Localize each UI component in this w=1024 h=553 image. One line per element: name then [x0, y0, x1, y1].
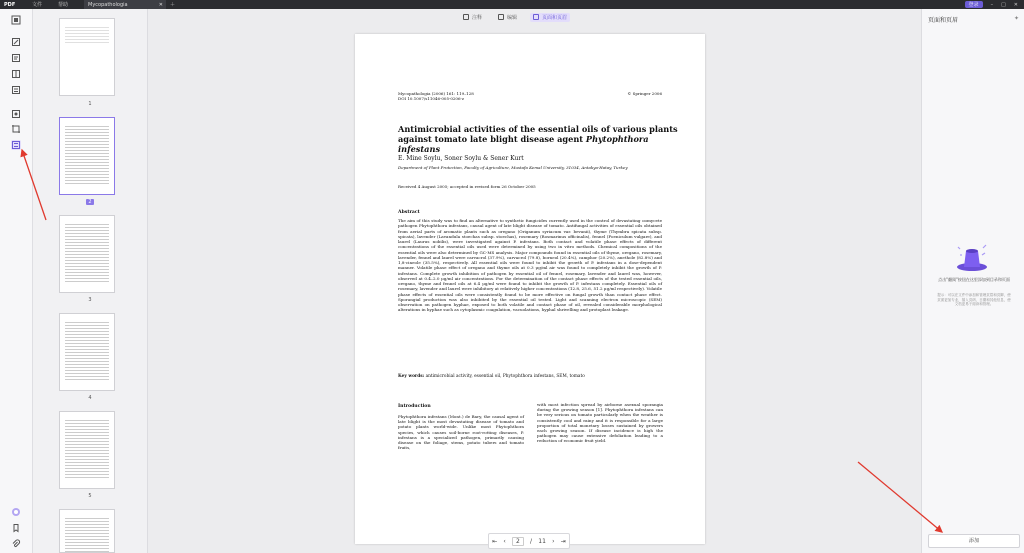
header-footer-toolbar-icon: [533, 14, 539, 20]
top-toolbar: [460, 12, 630, 22]
paper-title: [398, 124, 678, 154]
edit-icon: [498, 14, 504, 20]
edit-button[interactable]: [495, 13, 520, 22]
close-window-icon[interactable]: ✕: [1013, 1, 1018, 8]
page-navigator: [488, 533, 570, 549]
ai-assistant-icon[interactable]: [11, 507, 21, 517]
abstract-heading: Abstract: [398, 210, 420, 215]
close-tab-icon[interactable]: ✕: [158, 1, 163, 8]
keywords-text: antimicrobial activity, essential oil, Phytophthora infestans, SEM, tomato: [425, 374, 585, 379]
first-page-icon[interactable]: ⇤: [492, 537, 498, 545]
annotate-icon: [463, 14, 469, 20]
crop-icon[interactable]: [11, 124, 21, 134]
paper-title-line-1: Antimicrobial activities of the essential oils of various plants: [398, 124, 678, 134]
current-page-input[interactable]: 2: [512, 537, 524, 546]
page-thumbnail-label: 1: [88, 101, 92, 107]
page-thumbnail-label: 5: [88, 493, 92, 499]
annotate-label: 注释: [472, 14, 483, 21]
protect-icon[interactable]: [11, 109, 21, 119]
affiliation: Department of Plant Protection, Faculty of Agriculture, Mustafa Kemal University, 31034, Antakya-Hatay, Turkey: [398, 165, 628, 170]
page-thumbnail-label-selected: 2: [88, 199, 92, 205]
title-bar-right: [965, 1, 1024, 8]
attachment-icon[interactable]: [11, 539, 21, 549]
page-thumbnail-1[interactable]: [59, 18, 115, 96]
page-thumbnail-5[interactable]: [59, 411, 115, 489]
app-logo: PDF: [4, 1, 16, 8]
header-footer-icon[interactable]: [11, 140, 21, 150]
introduction-column-2: with most infection spread by airborne asexual sporangia during the growing season [1]. Phytophthora infestans can be very serious on tomato particularly when the weather is consistently cool and rainy and it is responsible for a large proportion of total monetary losses sustained by growers each growing season. If disease incidence is high the pathogen may cause extensive defoliation leading to a reduction of economic fruit yield.: [537, 402, 663, 444]
received-date: Received 4 August 2005; accepted in revised form 26 October 2005: [398, 184, 536, 189]
paper-title-plain: against tomato late blight disease agent: [398, 134, 586, 144]
add-button[interactable]: 添加: [928, 534, 1020, 548]
paper-title-italic: Phytophthora infestans: [398, 134, 649, 154]
keywords: [398, 374, 662, 379]
panel-title: 页面和页眉: [928, 17, 959, 24]
page-thumbnail-6[interactable]: [59, 509, 115, 553]
page-thumbnail-label: 3: [88, 297, 92, 303]
abstract-text: The aim of this study was to find an alternative to synthetic fungicides currently used in the control of devastating oomycete pathogen Phytophthora infestans, causal agent of late blight disease of tomato. Antifungal activities of essential oils obtained from aerial parts of aromatic plants such as oregano (Origanum syriacum var. bevanii), thyme (Thymbra spicata subsp. spicata), lavender (Lavandula stoechas subsp. stoechas), rosemary (Rosmarinus officinalis), fennel (Foeniculum vulgare), and laurel (Laurus nobilis), were investigated against P. infestans. Both contact and volatile phase effects of different concentrations of the essential oils used were determined by using two in vitro methods. Chemical compositions of the essential oils were also determined by GC-MS analysis. Major compounds found in essential oils of thyme, oregano, rosemary, lavender, fennel and laurel were carvacrol (37.9%), carvacrol (79.8), borneol (20.4%), camphor (20.2%), anethole (82.8%) and 1,8-cineole (35.5%), respectively. All essential oils were found to inhibit the growth of P. infestans in a dose-dependent manner. Volatile phase effect of oregano and thyme oils at 0.3 μg/ml air was found to completely inhibit the growth of P. infestans. Complete growth inhibition of pathogen by essential oil of fennel, rosemary, lavender and laurel was, however, observed at 0.4–2.0 μg/ml air concentrations. For the determination of the contact phase effects of the tested essential oils, oregano, thyme and fennel oils at 6.4 μg/ml were found to inhibit the growth of P. infestans completely. Essential oils of rosemary, lavender and laurel were inhibitory at relatively higher concentrations (12.8, 25.6, 51.2 μg/ml respectively). Volatile phase effects of essential oils were consistently found to be more effective on fungal growth than contact phase effect. Sporangial production was also inhibited by the essential oil tested. Light and scanning electron microscopic (SEM) observation on pathogen hyphae, exposed to both volatile and contact phase of oil, revealed considerable morphological alterations in hyphae such as cytoplasmic coagulation, vacuolations, hyphal shrivelling and protoplast leakage.: [398, 218, 662, 313]
next-page-icon[interactable]: ›: [552, 537, 555, 545]
introduction-heading: Introduction: [398, 404, 431, 409]
magic-hat-icon: [952, 241, 992, 277]
edit-tool-icon[interactable]: [11, 37, 21, 47]
thumbnail-panel: [33, 9, 148, 553]
new-tab-icon[interactable]: ＋: [170, 2, 176, 8]
edit-label: 编辑: [507, 14, 518, 21]
title-bar: [0, 0, 1024, 9]
panel-hint: 点击"翻阅"按钮在这里添加到目录和页面: [938, 277, 1010, 282]
login-button[interactable]: 登录: [965, 1, 983, 8]
journal-line-1: Mycopathologia (2006) 161: 119–128: [398, 91, 474, 96]
page-thumbnail-label: 4: [88, 395, 92, 401]
keywords-label: Key words:: [398, 374, 425, 379]
view-icon[interactable]: [11, 15, 21, 25]
annotate-button[interactable]: [460, 13, 485, 22]
journal-header: [398, 91, 474, 101]
page-thumbnail-2[interactable]: [59, 117, 115, 195]
left-tool-rail: [0, 9, 33, 553]
minimize-icon[interactable]: –: [990, 1, 994, 8]
total-pages: 11: [538, 537, 546, 545]
paper-title-line-2: [398, 134, 678, 154]
header-footer-button[interactable]: [530, 13, 570, 22]
document-page: [355, 34, 705, 544]
pin-icon[interactable]: ✦: [1013, 15, 1019, 22]
maximize-icon[interactable]: □: [1001, 1, 1006, 8]
page-thumbnail-4[interactable]: [59, 313, 115, 391]
document-tab[interactable]: [84, 0, 166, 9]
organize-icon[interactable]: [11, 69, 21, 79]
bookmark-icon[interactable]: [11, 523, 21, 533]
previous-page-icon[interactable]: ‹: [503, 537, 506, 545]
header-footer-label: 页面和页眉: [542, 14, 568, 21]
menu-file[interactable]: 文件: [31, 2, 42, 8]
journal-line-2: DOI 10.1007/s11046-005-0206-z: [398, 96, 464, 101]
introduction-column-1: Phytophthora infestans (Mont.) de Bary, the causal agent of late blight is the most devastating disease of tomato and potato plants world-wide. Unlike most Phytophthora species, which causes soil-borne root-rotting diseases, P. infestans is a specialized pathogen, primarily causing disease on the foliage, stems, potato tubers and tomato fruits,: [398, 414, 524, 451]
page-thumbnail-label: [33, 199, 147, 205]
authors: E. Mine Soylu, Soner Soylu & Sener Kurt: [398, 155, 524, 162]
last-page-icon[interactable]: ⇥: [560, 537, 566, 545]
menu-help[interactable]: 帮助: [57, 2, 68, 8]
publisher: © Springer 2006: [627, 91, 662, 96]
comment-icon[interactable]: [11, 53, 21, 63]
page-separator: /: [530, 537, 533, 545]
panel-hint-detail: 提示：可以在文件中添加和管理页眉和页脚，使页面更加专业，插入页码、日期和其他信息，使文档更易于阅读和管理。: [937, 293, 1011, 306]
form-icon[interactable]: [11, 85, 21, 95]
page-thumbnail-3[interactable]: [59, 215, 115, 293]
header-footer-panel: [921, 9, 1024, 553]
document-tab-label: Mycopathologia: [88, 1, 128, 8]
